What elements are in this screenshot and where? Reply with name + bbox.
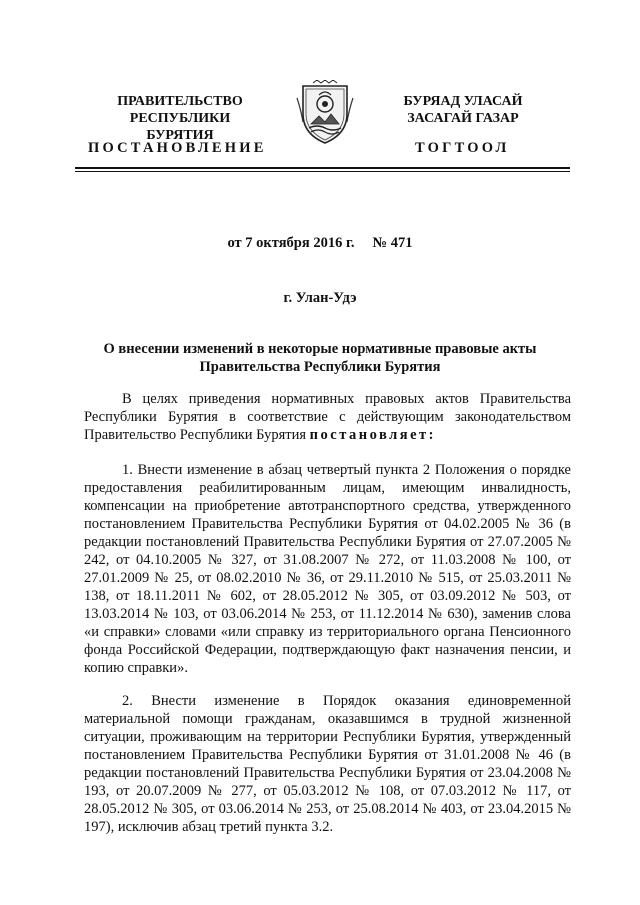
document-date: от 7 октября 2016 г. bbox=[227, 235, 355, 251]
header-left-line1: ПРАВИТЕЛЬСТВО bbox=[117, 94, 243, 109]
header-left-line2: РЕСПУБЛИКИ БУРЯТИЯ bbox=[129, 111, 231, 143]
paragraph-2: 2. Внести изменение в Порядок оказания единовременной материальной помощи гражданам, оказавшимся в трудной жизненной ситуации, проживающим на территории Республики Бурятия, утвержденный постановлением Правительства Республики Бурятия от 31.01.2008 № 46 (в редакции постановлений Правительства Республики Бурятия от 23.04.2008 № 193, от 20.07.2009 № 277, от 05.03.2012 № 108, от 07.03.2012 № 117, от 28.05.2012 № 305, от 03.06.2014 № 253, от 25.08.2014 № 403, от 23.04.2015 № 197), исключив абзац третий пункта 3.2. bbox=[84, 693, 571, 835]
title-line2: Правительства Республики Бурятия bbox=[199, 359, 441, 375]
header-rule-thick bbox=[75, 167, 570, 169]
document-number: № 471 bbox=[372, 235, 413, 251]
header-left bbox=[95, 93, 265, 144]
intro-paragraph bbox=[84, 390, 571, 444]
coat-of-arms-icon bbox=[295, 80, 355, 146]
paragraph-1: 1. Внести изменение в абзац четвертый пункта 2 Положения о порядке предоставления реабилитированным лицам, имеющим инвалидность, компенсации на приобретение автотранспортного средства, утвержденного постановлением Правительства Республики Бурятия от 04.02.2005 № 36 (в редакции постановлений Правительства Республики Бурятия от 27.07.2005 № 242, от 04.10.2005 № 327, от 31.08.2007 № 272, от 11.03.2008 № 100, от 27.01.2009 № 25, от 08.02.2010 № 36, от 29.11.2010 № 515, от 25.03.2011 № 138, от 18.11.2011 № 602, от 28.05.2012 № 305, от 03.09.2012 № 503, от 13.03.2014 № 103, от 03.06.2014 № 253, от 11.12.2014 № 630), заменив слова «и справки» словами «или справку из территориального органа Пенсионного фонда Российской Федерации, подтверждающую факт назначения пенсии, и копию справки». bbox=[84, 462, 571, 676]
title-line1: О внесении изменений в некоторые нормативные правовые акты bbox=[103, 341, 537, 357]
header-right bbox=[378, 93, 548, 127]
doc-type-buryat: ТОГТООЛ bbox=[415, 140, 510, 156]
intro-text: В целях приведения нормативных правовых актов Правительства Республики Бурятия в соответствие с действующим законодательством Правительство Республики Бурятия bbox=[84, 391, 571, 443]
header-rule-thin bbox=[75, 171, 570, 172]
header-right-line1: БУРЯАД УЛАСАЙ bbox=[403, 94, 523, 109]
city-line: г. Улан-Удэ bbox=[283, 290, 357, 306]
doc-type-russian: ПОСТАНОВЛЕНИЕ bbox=[88, 140, 267, 156]
header-right-line2: ЗАСАГАЙ ГАЗАР bbox=[407, 111, 519, 126]
document-title bbox=[90, 340, 550, 376]
date-number-line bbox=[0, 235, 640, 252]
intro-resolution-word: постановляет: bbox=[309, 427, 437, 443]
